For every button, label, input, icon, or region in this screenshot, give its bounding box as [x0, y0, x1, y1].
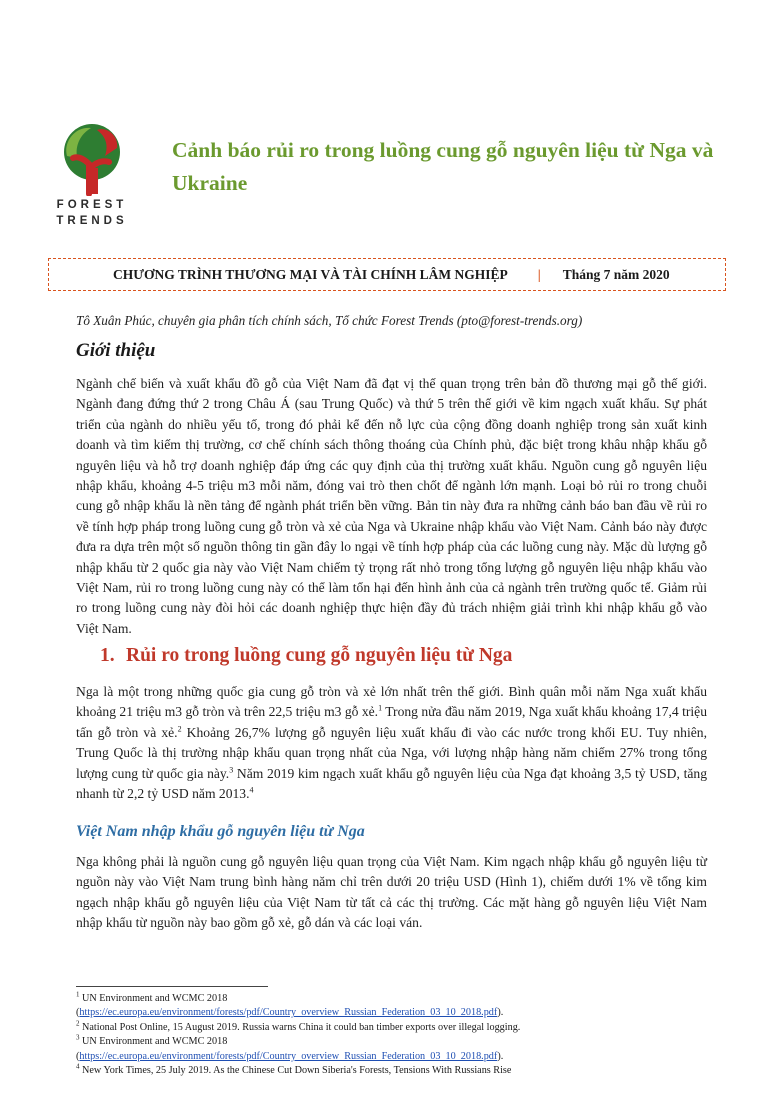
footnote-2: [76, 1021, 716, 1035]
subsection-paragraph: Nga không phải là nguồn cung gỗ nguyên liệu quan trọng của Việt Nam. Kim ngạch nhập khẩu gỗ nguyên liệu từ nguồn này vào Việt Nam trung bình hàng năm chỉ trên dưới 20 triệu USD (Hình 1), chiếm dưới 1% về tổng kim ngạch nhập khẩu gỗ nguyên liệu của Việt Nam từ tất cả các thị trường. Các mặt hàng gỗ nguyên liệu Việt Nam nhập khẩu từ nguồn này bao gồm gỗ xẻ, gỗ dán và các loại ván.: [76, 854, 707, 931]
footnote-link[interactable]: https://ec.europa.eu/environment/forests/pdf/Country_overview_Russian_Federation_03_10_2018.pdf: [79, 1050, 498, 1062]
footnote-text: UN Environment and WCMC 2018: [79, 993, 228, 1004]
footnote-divider: [76, 986, 268, 987]
author-line: Tô Xuân Phúc, chuyên gia phân tích chính sách, Tổ chức Forest Trends (pto@forest-trends.org): [76, 313, 583, 328]
sentence: Năm 2019 kim ngạch xuất khẩu gỗ nguyên liệu của Nga đạt khoảng 3,5 tỷ USD, tăng nhanh từ 2,2 tỷ USD năm 2013.: [76, 765, 707, 802]
section-title: Rủi ro trong luồng cung gỗ nguyên liệu từ Nga: [126, 645, 513, 666]
footnote-3-link-line: [76, 1050, 716, 1064]
logo-line-forest: FOREST: [56, 199, 128, 211]
footnote-ref-1[interactable]: 1: [378, 703, 383, 713]
sentence: Trong nửa đầu năm 2019, Nga xuất khẩu khoảng 17,4 triệu tấn gỗ tròn và xẻ.: [76, 704, 708, 740]
footnote-1-link-line: [76, 1006, 716, 1020]
section-1-paragraph: [76, 682, 707, 804]
sentence: Khoảng 26,7% lượng gỗ nguyên liệu xuất khẩu đi vào các nước trong khối EU. Tuy nhiên, Trung Quốc là thị trường nhập khẩu quan trọng nhất của Nga, với lượng nhập hàng năm chiếm 27% trong tổng lượng cung từ quốc gia này.: [76, 724, 707, 781]
footnote-ref-3[interactable]: 3: [229, 765, 234, 775]
intro-heading: Giới thiệu: [76, 340, 156, 361]
logo-line-trends: TRENDS: [56, 215, 128, 227]
footnote-text: ).: [497, 1050, 504, 1062]
document-title: Cảnh báo rủi ro trong luồng cung gỗ nguyên liệu từ Nga và Ukraine: [172, 138, 714, 195]
footnote-text: ).: [497, 1007, 504, 1019]
footnote-number: 2: [76, 1019, 80, 1028]
banner-separator: |: [537, 266, 541, 282]
section-1-heading: [100, 645, 512, 667]
footnote-text: (: [76, 1050, 80, 1062]
intro-paragraph: Ngành chế biến và xuất khẩu đồ gỗ của Việt Nam đã đạt vị thế quan trọng trên bản đồ thương mại gỗ thế giới. Ngành đang đứng thứ 2 trong Châu Á (sau Trung Quốc) và thứ 5 trên thế giới về kim ngạch xuất khẩu. Sự phát triển của ngành do nhiều yếu tố, trong đó phải kể đến nỗ lực của cộng đồng doanh nghiệp trong sản xuất kinh doanh và tìm kiếm thị trường, cơ chế chính sách thông thoáng của Chính phủ, đặc biệt trong khâu nhập khẩu gỗ nguyên liệu và hỗ trợ doanh nghiệp đáp ứng các quy định của thị trường xuất khẩu. Nguồn cung gỗ nguyên liệu nhập khẩu, khoảng 4-5 triệu m3 mỗi năm, đóng vai trò then chốt để ngành lớn mạnh. Loại bỏ rủi ro trong chuỗi cung gỗ nhập khẩu là nền tảng để ngành phát triển bền vững. Bản tin này đưa ra những cảnh báo ban đầu về rủi ro về tính hợp pháp trong luồng cung gỗ tròn và xẻ của Nga và Ukraine nhập khẩu vào Việt Nam. Cảnh báo này được đưa ra dựa trên một số nguồn thông tin gần đây lo ngại về tính hợp pháp của các luồng cung này. Mặc dù lượng gỗ nhập khẩu từ 2 quốc gia này vào Việt Nam chiếm tỷ trọng rất nhỏ trong tổng lượng gỗ nguyên liệu nhập khẩu vào Việt Nam, rủi ro trong luồng cung này có thể làm tổn hại đến hình ảnh của cả ngành trên trường quốc tế. Giảm rủi ro trong luồng cung này đòi hỏi các doanh nghiệp thực hiện đầy đủ trách nhiệm giải trình khi nhập khẩu gỗ vào Việt Nam.: [76, 376, 707, 636]
footnote-text: (: [76, 1007, 80, 1019]
section-number: 1.: [100, 645, 115, 666]
footnote-ref-2[interactable]: 2: [177, 724, 182, 734]
tree-logo-icon: [53, 118, 131, 196]
footnote-number: 3: [76, 1033, 80, 1042]
footnote-text: National Post Online, 15 August 2019. Russia warns China it could ban timber exports over illegal logging.: [79, 1021, 521, 1033]
footnote-text: New York Times, 25 July 2019. As the Chinese Cut Down Siberia's Forests, Tensions With Russians Rise: [79, 1065, 512, 1077]
subsection-heading: Việt Nam nhập khẩu gỗ nguyên liệu từ Nga: [76, 823, 365, 840]
footnote-text: UN Environment and WCMC 2018: [79, 1036, 228, 1048]
forest-trends-logo: [44, 118, 140, 228]
program-name: CHƯƠNG TRÌNH THƯƠNG MẠI VÀ TÀI CHÍNH LÂM NGHIỆP: [113, 266, 508, 282]
footnote-1: [76, 992, 716, 1006]
footnote-number: 1: [76, 990, 80, 999]
footnote-link[interactable]: https://ec.europa.eu/environment/forests/pdf/Country_overview_Russian_Federation_03_10_2018.pdf: [79, 1007, 498, 1019]
sentence: Nga là một trong những quốc gia cung gỗ tròn và xẻ lớn nhất trên thế giới. Bình quân mỗi năm Nga xuất khẩu khoảng 21 triệu m3 gỗ tròn và trên 22,5 triệu m3 gỗ xẻ.: [76, 684, 707, 720]
program-banner: [48, 258, 726, 291]
footnote-number: 4: [76, 1062, 80, 1071]
footnote-4: [76, 1064, 716, 1078]
footnote-3: [76, 1035, 716, 1049]
footnotes: [76, 992, 716, 1078]
publication-date: Tháng 7 năm 2020: [562, 266, 670, 282]
footnote-ref-4[interactable]: 4: [249, 785, 254, 795]
